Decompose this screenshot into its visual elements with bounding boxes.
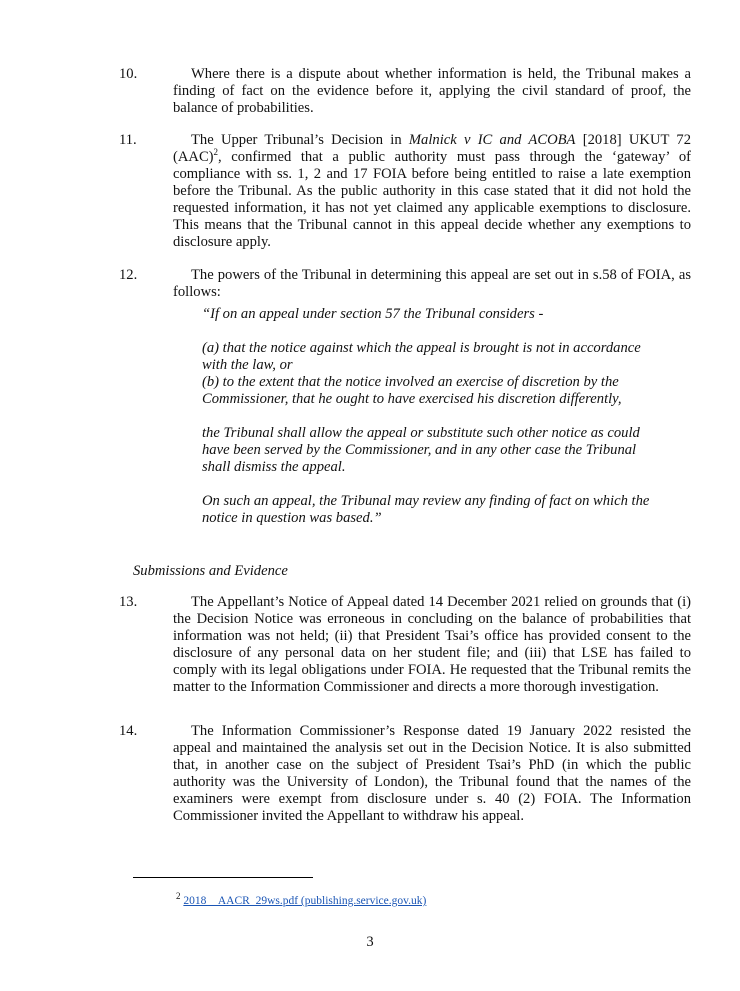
paragraph-intro: The Upper Tribunal’s Decision in	[191, 132, 409, 148]
paragraph-11	[119, 132, 691, 251]
quote-allow: the Tribunal shall allow the appeal or substitute such other notice as could have been served by the Commissioner, and in any other case the Tribunal shall dismiss the appeal.	[202, 425, 640, 475]
paragraph-12	[119, 267, 691, 301]
paragraph-number: 12.	[119, 267, 138, 283]
paragraph-text: The Appellant’s Notice of Appeal dated 14 December 2021 relied on grounds that (i) the Decision Notice was erroneous in concluding on the balance of probabilities that information was not held; (ii) that President Tsai’s office has provided consent to the disclosure of any personal data on her student file; and (iii) that LSE has failed to comply with its legal obligations under FOIA. He requested that the Tribunal remits the matter to the Information Commissioner and directs a more thorough investigation.	[173, 594, 691, 695]
paragraph-number: 10.	[119, 66, 138, 82]
footnote-reference[interactable]: 2	[213, 147, 219, 158]
footnote-marker: 2	[176, 891, 181, 902]
case-citation: [2018] UKUT 72 (AAC)	[173, 132, 691, 165]
paragraph-text: Where there is a dispute about whether information is held, the Tribunal makes a finding of fact on the evidence before it, applying the civil standard of proof, the balance of probabilities.	[173, 66, 691, 116]
footnote-link[interactable]: 2018__AACR_29ws.pdf (publishing.service.gov.uk)	[183, 895, 427, 907]
footnote-divider	[133, 877, 313, 878]
section-heading: Submissions and Evidence	[133, 563, 288, 579]
quote-item-b: (b) to the extent that the notice involved an exercise of discretion by the Commissioner, that he ought to have exercised his discretion differently,	[202, 374, 622, 407]
paragraph-number: 13.	[119, 594, 138, 610]
paragraph-number: 14.	[119, 723, 138, 739]
page-number: 3	[366, 934, 374, 950]
paragraph-text: The Information Commissioner’s Response dated 19 January 2022 resisted the appeal and maintained the analysis set out in the Decision Notice. It is also submitted that, in another case on the subject of President Tsai’s PhD (in which the public authority was the University of London), the Tribunal found that the names of the examiners were exempt from disclosure under s. 40 (2) FOIA. The Information Commissioner invited the Appellant to withdraw his appeal.	[173, 723, 691, 824]
paragraph-text: , confirmed that a public authority must pass through the ‘gateway’ of compliance with ss. 1, 2 and 17 FOIA before being entitled to raise a late exemption before the Tribunal. As the public authority in this case stated that it did not hold the requested information, it has not yet claimed any applicable exemptions to disclosure. This means that the Tribunal cannot in this appeal decide whether any exemptions to disclosure apply.	[173, 149, 691, 250]
quote-opening: “If on an appeal under section 57 the Tribunal considers -	[202, 306, 544, 322]
statutory-quote	[202, 306, 652, 527]
paragraph-10	[119, 66, 691, 117]
paragraph-text: The powers of the Tribunal in determining this appeal are set out in s.58 of FOIA, as follows:	[173, 267, 691, 300]
paragraph-14	[119, 723, 691, 825]
case-name: Malnick v IC and ACOBA	[408, 132, 576, 148]
paragraph-number: 11.	[119, 132, 137, 148]
footnote	[176, 893, 426, 910]
paragraph-13	[119, 594, 691, 696]
quote-review: On such an appeal, the Tribunal may review any finding of fact on which the notice in question was based.”	[202, 493, 650, 526]
quote-item-a: (a) that the notice against which the appeal is brought is not in accordance with the law, or	[202, 340, 641, 373]
